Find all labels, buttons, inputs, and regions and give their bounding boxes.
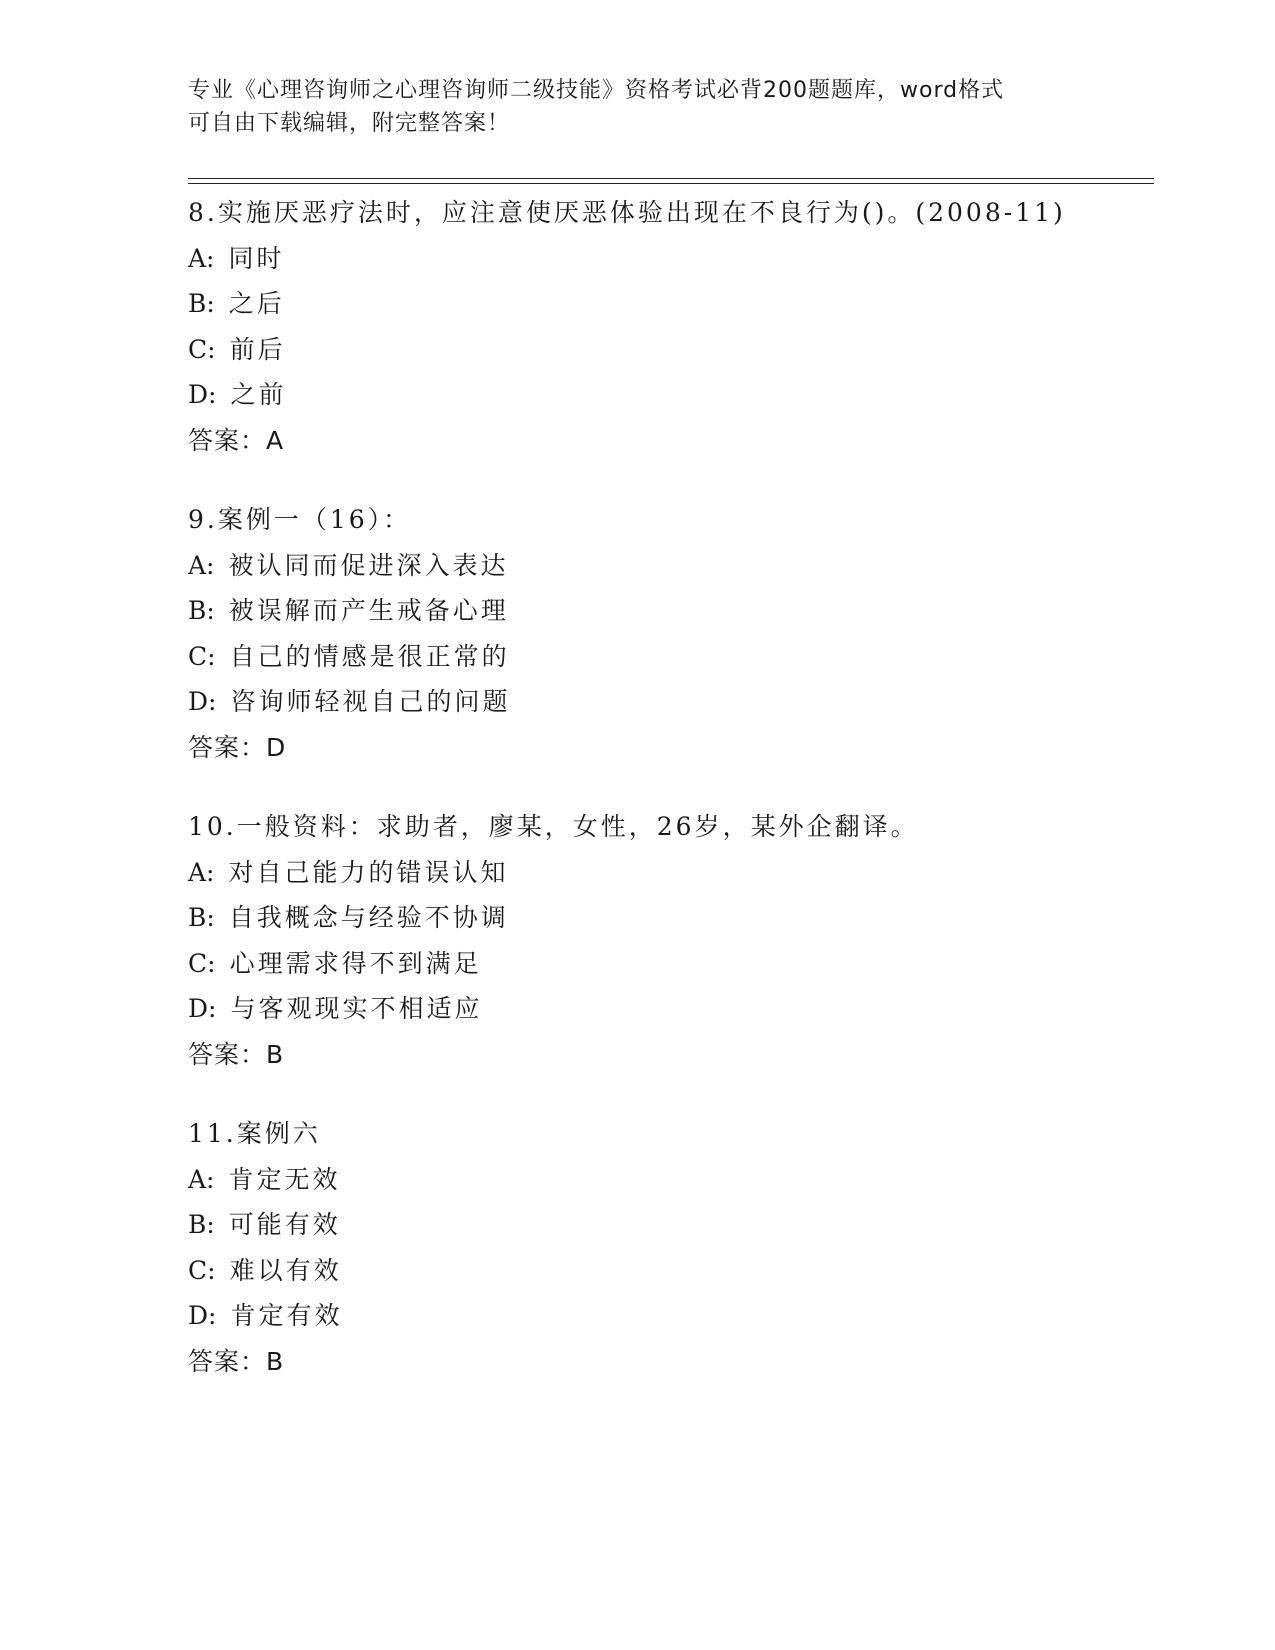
option-text: 被认同而促进深入表达 (228, 550, 509, 580)
option-text: 之后 (228, 289, 285, 318)
option-b (188, 281, 1148, 327)
answer-line: 答案：D (188, 732, 287, 762)
option-letter: C: (188, 334, 216, 364)
option-d (188, 372, 1148, 418)
option-text: 自我概念与经验不协调 (228, 903, 509, 932)
option-text: 肯定无效 (228, 1164, 341, 1194)
document-header (188, 74, 1088, 140)
question-item (188, 497, 1148, 770)
option-text: 同时 (228, 243, 285, 273)
option-a (188, 236, 1148, 282)
option-letter: D: (188, 380, 217, 409)
option-letter: D: (188, 687, 217, 716)
option-text: 肯定有效 (230, 1301, 343, 1330)
option-letter: A: (188, 550, 215, 580)
question-title: 9.案例一（16）： (188, 505, 412, 534)
question-title: 10.一般资料：求助者，廖某，女性，26岁，某外企翻译。 (188, 812, 919, 841)
header-line-2: 可自由下载编辑，附完整答案！ (188, 111, 511, 136)
option-b (188, 588, 1148, 634)
option-d (188, 1293, 1148, 1339)
option-c (188, 634, 1148, 680)
question-title: 8.实施厌恶疗法时，应注意使厌恶体验出现在不良行为()。(2008-11) (188, 198, 1066, 227)
question-item (188, 190, 1148, 463)
question-title: 11.案例六 (188, 1119, 321, 1148)
header-divider-top (188, 178, 1154, 179)
header-line-1: 专业《心理咨询师之心理咨询师二级技能》资格考试必背200题题库，word格式 (188, 78, 1005, 103)
option-d (188, 986, 1148, 1032)
option-text: 与客观现实不相适应 (230, 994, 483, 1023)
option-letter: B: (188, 596, 215, 625)
option-letter: B: (188, 903, 215, 932)
option-letter: A: (188, 857, 215, 887)
question-list (188, 190, 1148, 1418)
header-divider-bottom (188, 183, 1154, 184)
option-text: 之前 (230, 380, 287, 409)
question-item (188, 1111, 1148, 1384)
option-text: 自己的情感是很正常的 (229, 641, 510, 671)
answer-line: 答案：B (188, 1039, 285, 1069)
option-c (188, 1248, 1148, 1294)
option-text: 前后 (229, 334, 286, 364)
option-letter: C: (188, 1255, 216, 1285)
option-text: 咨询师轻视自己的问题 (230, 687, 511, 716)
option-text: 被误解而产生戒备心理 (228, 596, 509, 625)
option-a (188, 543, 1148, 589)
option-letter: D: (188, 1301, 217, 1330)
option-letter: C: (188, 948, 216, 978)
option-a (188, 850, 1148, 896)
option-text: 难以有效 (229, 1255, 342, 1285)
option-a (188, 1157, 1148, 1203)
option-letter: B: (188, 289, 215, 318)
answer-line: 答案：A (188, 425, 285, 455)
option-letter: D: (188, 994, 217, 1023)
question-item (188, 804, 1148, 1077)
option-d (188, 679, 1148, 725)
option-b (188, 895, 1148, 941)
option-letter: A: (188, 243, 215, 273)
option-text: 对自己能力的错误认知 (228, 857, 509, 887)
option-letter: B: (188, 1210, 215, 1239)
option-text: 可能有效 (228, 1210, 341, 1239)
option-c (188, 327, 1148, 373)
option-letter: C: (188, 641, 216, 671)
answer-line: 答案：B (188, 1346, 285, 1376)
option-letter: A: (188, 1164, 215, 1194)
option-text: 心理需求得不到满足 (229, 948, 482, 978)
option-b (188, 1202, 1148, 1248)
option-c (188, 941, 1148, 987)
